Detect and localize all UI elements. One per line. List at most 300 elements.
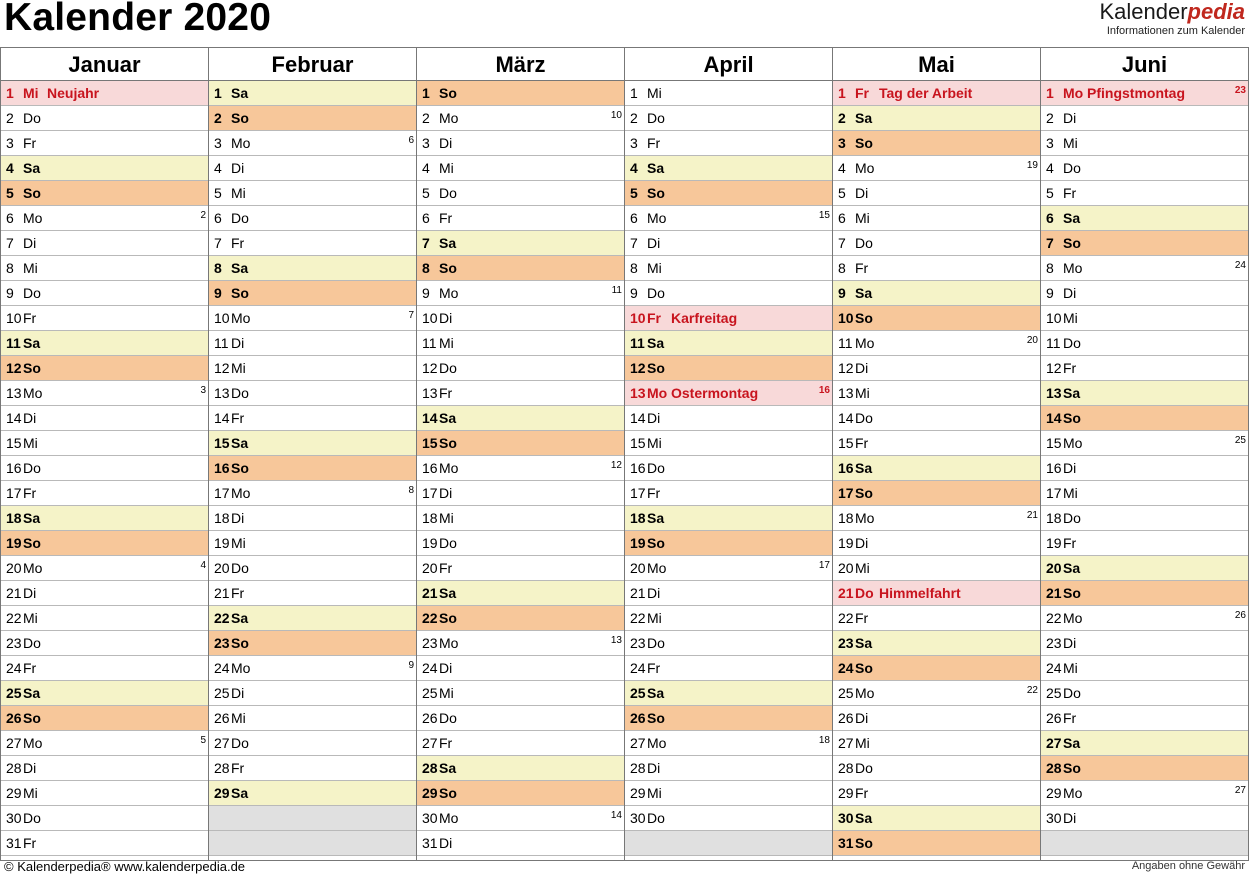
week-number: 21: [1026, 510, 1038, 521]
day-number: 24: [6, 660, 22, 676]
weekday: Mi: [647, 85, 662, 101]
month-header: März: [417, 48, 624, 81]
day-row: [833, 756, 1040, 781]
day-row: [209, 81, 416, 106]
day-number: 11: [6, 335, 21, 351]
day-number: 15: [838, 435, 854, 451]
day-number: 4: [214, 160, 222, 176]
month-column-3: [416, 48, 624, 860]
weekday: Mo: [23, 210, 43, 226]
day-number: 5: [1046, 185, 1054, 201]
day-number: 26: [214, 710, 230, 726]
weekday: So: [855, 485, 873, 501]
weekday: Sa: [647, 335, 665, 351]
weekday: Mi: [23, 85, 39, 101]
weekday: Mo: [231, 660, 251, 676]
weekday: Sa: [855, 110, 873, 126]
day-number: 14: [838, 410, 854, 426]
week-number: 2: [200, 210, 206, 221]
day-number: 1: [630, 85, 638, 101]
weekday: So: [1063, 235, 1081, 251]
day-row: [1041, 431, 1248, 456]
day-row: [625, 156, 832, 181]
day-number: 28: [1046, 760, 1062, 776]
day-number: 25: [6, 685, 22, 701]
weekday: Sa: [647, 685, 665, 701]
day-row: [1, 181, 208, 206]
day-number: 10: [838, 310, 854, 326]
weekday: Fr: [647, 135, 661, 151]
weekday: Mi: [855, 560, 870, 576]
weekday: Fr: [1063, 535, 1077, 551]
weekday: Do: [23, 635, 41, 651]
week-number: 27: [1234, 785, 1246, 796]
day-row: [1041, 181, 1248, 206]
day-row: [833, 381, 1040, 406]
day-row: [209, 731, 416, 756]
week-number: 18: [818, 735, 830, 746]
weekday: Sa: [231, 435, 249, 451]
weekday: Fr: [23, 135, 37, 151]
day-number: 13: [214, 385, 230, 401]
holiday-name: Pfingstmontag: [1087, 85, 1185, 101]
day-number: 27: [1046, 735, 1062, 751]
day-number: 16: [630, 460, 646, 476]
day-number: 11: [630, 335, 645, 351]
day-row: [1, 281, 208, 306]
day-row: [417, 131, 624, 156]
day-number: 9: [6, 285, 14, 301]
day-row: [1041, 631, 1248, 656]
weekday: Mi: [439, 510, 454, 526]
weekday: Sa: [855, 285, 873, 301]
day-row: [417, 731, 624, 756]
day-number: 25: [630, 685, 646, 701]
weekday: Di: [439, 660, 453, 676]
day-number: 16: [1046, 460, 1062, 476]
weekday: Fr: [23, 485, 37, 501]
day-row: [625, 306, 832, 331]
day-row: [1041, 756, 1248, 781]
day-number: 2: [214, 110, 222, 126]
day-number: 20: [1046, 560, 1062, 576]
day-number: 20: [630, 560, 646, 576]
day-row: [209, 356, 416, 381]
day-number: 30: [6, 810, 22, 826]
weekday: So: [231, 460, 249, 476]
day-row: [833, 231, 1040, 256]
day-row: [1, 631, 208, 656]
day-row: [209, 256, 416, 281]
day-row: [209, 706, 416, 731]
day-row: [1041, 106, 1248, 131]
day-row: [625, 481, 832, 506]
day-row: [833, 356, 1040, 381]
weekday: Mo: [1063, 610, 1083, 626]
day-number: 29: [214, 785, 230, 801]
weekday: Sa: [855, 460, 873, 476]
day-row: [625, 181, 832, 206]
day-number: 23: [6, 635, 22, 651]
day-number: 25: [838, 685, 854, 701]
weekday: Sa: [855, 810, 873, 826]
weekday: So: [1063, 760, 1081, 776]
day-number: 27: [838, 735, 854, 751]
week-number: 6: [408, 135, 414, 146]
day-row: [625, 731, 832, 756]
weekday: Sa: [231, 260, 249, 276]
weekday: Fr: [231, 760, 245, 776]
day-row: [833, 656, 1040, 681]
day-row: [417, 656, 624, 681]
day-number: 7: [630, 235, 638, 251]
weekday: So: [1063, 410, 1081, 426]
day-number: 9: [838, 285, 846, 301]
weekday: So: [23, 710, 41, 726]
day-row: [625, 431, 832, 456]
weekday: Fr: [1063, 360, 1077, 376]
day-number: 6: [838, 210, 846, 226]
day-row: [1041, 731, 1248, 756]
day-row: [833, 256, 1040, 281]
weekday: So: [647, 535, 665, 551]
day-row: [209, 531, 416, 556]
weekday: Mi: [439, 685, 454, 701]
day-number: 10: [214, 310, 230, 326]
day-number: 23: [422, 635, 438, 651]
day-number: 18: [630, 510, 646, 526]
weekday: Mo: [647, 385, 668, 401]
day-row: [1041, 356, 1248, 381]
day-row: [417, 356, 624, 381]
day-number: 4: [630, 160, 638, 176]
weekday: Do: [647, 285, 665, 301]
day-number: 22: [838, 610, 854, 626]
day-number: 21: [838, 585, 854, 601]
weekday: Sa: [1063, 385, 1081, 401]
day-row: [833, 306, 1040, 331]
weekday: Fr: [855, 260, 869, 276]
day-row: [833, 731, 1040, 756]
page-title: Kalender 2020: [4, 0, 272, 39]
day-row: [1, 806, 208, 831]
month-column-4: [624, 48, 832, 860]
brand-logo: [1099, 0, 1245, 37]
day-number: 5: [214, 185, 222, 201]
day-row: [417, 556, 624, 581]
weekday: So: [23, 360, 41, 376]
day-number: 23: [838, 635, 854, 651]
weekday: Mi: [231, 535, 246, 551]
day-row: [1, 756, 208, 781]
day-number: 12: [838, 360, 854, 376]
day-row: [1041, 581, 1248, 606]
day-number: 2: [6, 110, 14, 126]
day-number: 3: [6, 135, 14, 151]
logo-main: Kalender: [1099, 0, 1188, 24]
day-row: [209, 556, 416, 581]
day-row: [1041, 606, 1248, 631]
day-row: [1041, 506, 1248, 531]
holiday-name: Ostermontag: [671, 385, 759, 401]
weekday: Sa: [23, 510, 41, 526]
day-number: 11: [422, 335, 437, 351]
day-number: 4: [838, 160, 846, 176]
day-number: 29: [6, 785, 22, 801]
weekday: Di: [23, 410, 37, 426]
empty-day-cell: [625, 831, 832, 856]
weekday: Fr: [23, 660, 37, 676]
day-number: 3: [422, 135, 430, 151]
day-row: [833, 156, 1040, 181]
weekday: So: [647, 185, 665, 201]
day-row: [833, 406, 1040, 431]
day-row: [417, 531, 624, 556]
day-number: 17: [6, 485, 22, 501]
day-number: 31: [422, 835, 438, 851]
day-number: 15: [422, 435, 438, 451]
day-number: 21: [214, 585, 230, 601]
weekday: Sa: [439, 585, 457, 601]
day-number: 8: [1046, 260, 1054, 276]
day-row: [417, 181, 624, 206]
day-row: [833, 81, 1040, 106]
day-row: [1041, 381, 1248, 406]
day-number: 25: [214, 685, 230, 701]
day-number: 12: [214, 360, 230, 376]
day-row: [209, 481, 416, 506]
day-row: [833, 606, 1040, 631]
weekday: Mo: [1063, 435, 1083, 451]
day-number: 11: [838, 335, 853, 351]
day-number: 14: [214, 410, 230, 426]
day-row: [1, 206, 208, 231]
day-row: [625, 356, 832, 381]
weekday: Di: [647, 410, 661, 426]
day-row: [833, 281, 1040, 306]
day-number: 22: [422, 610, 438, 626]
day-number: 21: [422, 585, 438, 601]
weekday: Fr: [231, 585, 245, 601]
day-number: 19: [6, 535, 22, 551]
day-number: 11: [214, 335, 229, 351]
weekday: Mi: [231, 710, 246, 726]
month-column-2: [208, 48, 416, 860]
weekday: Mo: [439, 810, 459, 826]
day-number: 16: [6, 460, 22, 476]
weekday: Fr: [231, 235, 245, 251]
weekday: Mo: [647, 560, 667, 576]
month-column-1: [0, 48, 208, 860]
weekday: Di: [1063, 810, 1077, 826]
day-row: [625, 631, 832, 656]
day-row: [209, 206, 416, 231]
weekday: Mi: [1063, 485, 1078, 501]
day-row: [209, 506, 416, 531]
day-row: [625, 531, 832, 556]
weekday: Do: [23, 460, 41, 476]
day-number: 4: [1046, 160, 1054, 176]
day-number: 8: [838, 260, 846, 276]
weekday: Di: [439, 485, 453, 501]
weekday: Mo: [23, 560, 43, 576]
weekday: Do: [647, 635, 665, 651]
day-number: 30: [630, 810, 646, 826]
day-number: 2: [422, 110, 430, 126]
weekday: Mi: [1063, 135, 1078, 151]
weekday: Do: [231, 385, 249, 401]
day-number: 7: [422, 235, 430, 251]
week-number: 23: [1234, 85, 1246, 96]
day-row: [1041, 306, 1248, 331]
day-number: 17: [838, 485, 854, 501]
day-row: [1, 506, 208, 531]
day-row: [1041, 81, 1248, 106]
day-number: 31: [838, 835, 854, 851]
day-number: 18: [214, 510, 230, 526]
day-row: [625, 131, 832, 156]
day-number: 17: [214, 485, 230, 501]
day-row: [209, 381, 416, 406]
weekday: Di: [855, 710, 869, 726]
weekday: Mo: [855, 160, 875, 176]
weekday: So: [855, 310, 873, 326]
day-number: 12: [630, 360, 646, 376]
day-number: 7: [6, 235, 14, 251]
weekday: Do: [439, 535, 457, 551]
weekday: Di: [23, 235, 37, 251]
month-header: Mai: [833, 48, 1040, 81]
weekday: Mi: [1063, 310, 1078, 326]
day-number: 26: [422, 710, 438, 726]
day-number: 1: [214, 85, 222, 101]
day-number: 18: [1046, 510, 1062, 526]
day-row: [209, 306, 416, 331]
day-row: [209, 781, 416, 806]
day-number: 24: [838, 660, 854, 676]
day-number: 6: [214, 210, 222, 226]
day-number: 23: [630, 635, 646, 651]
day-row: [833, 531, 1040, 556]
weekday: Fr: [647, 660, 661, 676]
day-number: 21: [1046, 585, 1062, 601]
week-number: 14: [610, 810, 622, 821]
weekday: So: [439, 260, 457, 276]
logo-accent: pedia: [1187, 0, 1245, 24]
weekday: Mi: [439, 335, 454, 351]
day-row: [1, 456, 208, 481]
weekday: Do: [1063, 685, 1081, 701]
weekday: So: [231, 285, 249, 301]
day-row: [1041, 156, 1248, 181]
weekday: Mi: [23, 785, 38, 801]
day-row: [1, 781, 208, 806]
day-row: [833, 581, 1040, 606]
day-number: 7: [214, 235, 222, 251]
day-number: 14: [1046, 410, 1062, 426]
day-number: 1: [422, 85, 430, 101]
day-row: [417, 806, 624, 831]
day-row: [1, 606, 208, 631]
day-number: 26: [630, 710, 646, 726]
day-row: [1, 406, 208, 431]
day-row: [833, 431, 1040, 456]
day-number: 2: [1046, 110, 1054, 126]
day-row: [1, 306, 208, 331]
day-row: [1, 256, 208, 281]
day-number: 20: [6, 560, 22, 576]
day-number: 9: [422, 285, 430, 301]
week-number: 4: [200, 560, 206, 571]
day-number: 9: [1046, 285, 1054, 301]
day-number: 29: [630, 785, 646, 801]
day-row: [833, 106, 1040, 131]
day-row: [625, 106, 832, 131]
day-row: [417, 631, 624, 656]
weekday: Di: [1063, 635, 1077, 651]
weekday: Do: [23, 285, 41, 301]
day-number: 13: [838, 385, 854, 401]
weekday: Sa: [231, 85, 249, 101]
day-row: [1, 156, 208, 181]
weekday: Fr: [439, 385, 453, 401]
day-row: [1041, 406, 1248, 431]
day-number: 4: [422, 160, 430, 176]
weekday: So: [23, 185, 41, 201]
weekday: Mo: [647, 735, 667, 751]
weekday: Sa: [1063, 210, 1081, 226]
weekday: Mi: [855, 385, 870, 401]
week-number: 24: [1234, 260, 1246, 271]
holiday-name: Karfreitag: [671, 310, 738, 326]
weekday: Do: [439, 185, 457, 201]
day-row: [209, 456, 416, 481]
day-number: 10: [6, 310, 22, 326]
weekday: Do: [439, 360, 457, 376]
day-row: [625, 606, 832, 631]
day-row: [625, 706, 832, 731]
day-row: [833, 506, 1040, 531]
weekday: Mi: [855, 210, 870, 226]
day-number: 22: [630, 610, 646, 626]
day-number: 26: [6, 710, 22, 726]
day-row: [625, 806, 832, 831]
day-row: [625, 581, 832, 606]
holiday-name: Himmelfahrt: [879, 585, 961, 601]
weekday: So: [855, 835, 873, 851]
weekday: Do: [855, 235, 873, 251]
day-row: [1, 556, 208, 581]
calendar-grid: [0, 47, 1249, 861]
day-number: 28: [838, 760, 854, 776]
day-number: 19: [214, 535, 230, 551]
weekday: Do: [647, 460, 665, 476]
day-row: [1, 481, 208, 506]
month-header: Februar: [209, 48, 416, 81]
day-row: [209, 331, 416, 356]
empty-day-cell: [209, 806, 416, 831]
weekday: So: [855, 660, 873, 676]
day-number: 15: [1046, 435, 1062, 451]
weekday: Di: [647, 585, 661, 601]
day-row: [1041, 456, 1248, 481]
weekday: Mi: [647, 435, 662, 451]
day-row: [417, 306, 624, 331]
weekday: Mi: [23, 610, 38, 626]
day-row: [625, 406, 832, 431]
day-row: [625, 206, 832, 231]
day-row: [209, 281, 416, 306]
